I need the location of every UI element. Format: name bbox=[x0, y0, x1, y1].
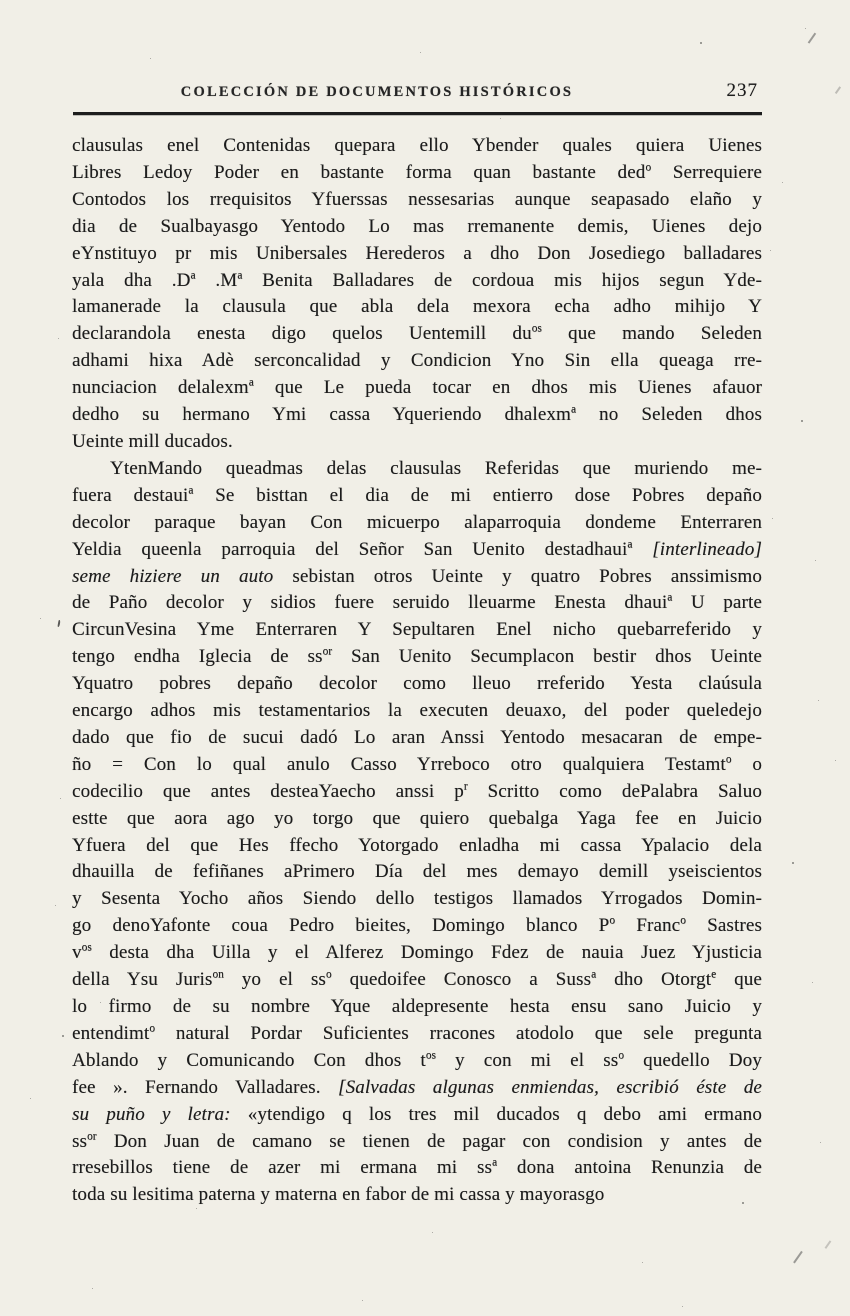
text-line: seme hiziere un auto sebistan otros Ueinte y quatro Pobres anssimismo bbox=[72, 565, 762, 587]
header-rule-divider bbox=[73, 112, 762, 115]
scan-speck bbox=[818, 700, 819, 701]
text-line: Yfuera del que Hes ffecho Yotorgado enladha mi cassa Ypalacio dela bbox=[72, 834, 762, 856]
scan-speck bbox=[700, 42, 702, 44]
text-line: YtenMando queadmas delas clausulas Referidas que muriendo me- bbox=[110, 457, 762, 479]
scan-speck bbox=[772, 518, 773, 519]
body-text bbox=[72, 133, 762, 1209]
text-line: nunciacion delalexm$^a$ que Le pueda tocar en dhos mis Uienes afauor bbox=[72, 376, 763, 399]
scan-speck bbox=[92, 1288, 93, 1289]
text-line: entendimt$^o$ natural Pordar Suficientes rracones atodolo que sele pregunta bbox=[72, 1022, 762, 1044]
scan-speck bbox=[807, 33, 815, 44]
text-line: dhauilla de fefiñanes aPrimero Día del mes demayo demill yseiscientos bbox=[72, 861, 762, 883]
text-line: y Sesenta Yocho años Siendo dello testigos llamados Yrrogados Domin- bbox=[72, 888, 762, 910]
text-line: CircunVesina Yme Enterraren Y Sepultaren Enel nicho quebarreferido y bbox=[72, 619, 762, 641]
text-line: codecilio que antes desteaYaecho anssi $p^r$ Scritto como dePalabra Saluo bbox=[72, 780, 762, 802]
scan-speck bbox=[782, 182, 783, 183]
text-line: dedho su hermano Ymi cassa Yqueriendo dhalexm$^a$ no Seleden dhos bbox=[72, 403, 762, 426]
text-line: toda su lesitima paterna y materna en fabor de mi cassa y mayorasgo bbox=[72, 1184, 605, 1206]
text-line: tengo endha Iglecia de $ss^{or}$ San Uenito Secumplacon bestir dhos Ueinte bbox=[72, 645, 762, 668]
text-line: ño = Con lo qual anulo Casso Yrreboco otro qualquiera Testamt$^o$ o bbox=[72, 753, 762, 775]
scan-speck bbox=[432, 1232, 433, 1233]
text-line: della Ysu Juris$^{on}$ yo el $ss^o$ quedoifee Conosco a Suss$^a$ dho Otorgt$^e$ que bbox=[72, 968, 762, 991]
scan-speck bbox=[835, 760, 836, 761]
text-line: dia de Sualbayasgo Yentodo Lo mas rremanente demis, Uienes dejo bbox=[72, 215, 762, 237]
text-line: Yeldia queenla parroquia del Señor San Uenito destadhaui$^a$ [interlineado] bbox=[72, 538, 762, 560]
scan-speck bbox=[812, 982, 813, 983]
text-line: go denoYafonte coua Pedro bieites, Domingo blanco $P^o$ Franc$^o$ Sastres bbox=[72, 914, 763, 937]
scan-speck bbox=[801, 420, 803, 422]
text-line: Contodos los rrequisitos Yfuerssas nessesarias aunque seapasado elaño y bbox=[72, 188, 762, 210]
text-line: estte que aora ago yo torgo que quiero quebalga Yaga fee en Juicio bbox=[72, 807, 762, 829]
text-line: $v^{os}$ desta dha Uilla y el Alferez Domingo Fdez de nauia Juez Yjusticia bbox=[72, 941, 762, 964]
page-title: COLECCIÓN DE DOCUMENTOS HISTÓRICOS bbox=[180, 84, 574, 100]
text-line: Yquatro pobres depaño decolor como lleuo rreferido Yesta claúsula bbox=[72, 673, 762, 695]
text-line: rresebillos tiene de azer mi ermana mi $ss^a$ dona antoina Renunzia de bbox=[72, 1157, 762, 1179]
text-line: fuera destaui$^a$ Se bisttan el dia de mi entierro dose Pobres depaño bbox=[72, 484, 762, 506]
text-line: fee ». Fernando Valladares. [Salvadas algunas enmiendas, escribió éste de bbox=[72, 1076, 763, 1098]
text-line: adhami hixa Adè serconcalidad y Condicion Yno Sin ella queaga rre- bbox=[72, 350, 762, 372]
scan-speck bbox=[30, 1098, 31, 1099]
text-line: encargo adhos mis testamentarios la executen deuaxo, del poder queledejo bbox=[72, 700, 762, 722]
scan-speck bbox=[150, 58, 151, 59]
text-line: lo firmo de su nombre Yque aldepresente hesta ensu sano Juicio y bbox=[72, 996, 762, 1017]
scan-speck bbox=[815, 560, 816, 561]
scan-speck bbox=[834, 86, 840, 93]
scan-speck bbox=[60, 798, 61, 799]
text-line: eYnstituyo pr mis Unibersales Herederos a dho Don Josediego balladares bbox=[72, 242, 762, 264]
text-line: Ablando y Comunicando Con dhos $t^{os}$ y con mi el $ss^o$ quedello Doy bbox=[72, 1049, 762, 1071]
text-line: $ss^{or}$ Don Juan de camano se tienen de pagar con condision y antes de bbox=[72, 1130, 762, 1152]
text-line: decolor paraque bayan Con micuerpo alaparroquia dondeme Enterraren bbox=[72, 511, 762, 533]
scan-speck bbox=[40, 618, 41, 619]
scan-speck bbox=[62, 1035, 64, 1037]
text-line: dado que fio de sucui dadó Lo aran Anssi Yentodo mesacaran de empe- bbox=[72, 726, 762, 748]
text-line: Libres Ledoy Poder en bastante forma quan bastante ded$^o$ Serrequiere bbox=[72, 161, 762, 183]
scan-speck bbox=[792, 862, 794, 864]
text-line: declarandola enesta digo quelos Uentemill $du^{os}$ que mando Seleden bbox=[72, 323, 762, 345]
text-line: Ueinte mill ducados. bbox=[72, 430, 233, 452]
scan-speck bbox=[57, 620, 60, 627]
scan-speck bbox=[500, 118, 501, 119]
scan-speck bbox=[420, 52, 421, 53]
page-number: 237 bbox=[726, 80, 758, 101]
scan-speck bbox=[58, 338, 59, 339]
scan-speck bbox=[362, 1300, 363, 1301]
scan-speck bbox=[770, 250, 771, 251]
text-line: de Paño decolor y sidios fuere seruido lleuarme Enesta dhaui$^a$ U parte bbox=[72, 592, 762, 614]
scan-speck bbox=[682, 1306, 683, 1307]
scan-speck bbox=[824, 1240, 830, 1248]
text-line: yala dha $.D^a$ $.M^a$ Benita Balladares de cordoua mis hijos segun Yde- bbox=[72, 269, 762, 291]
scan-speck bbox=[820, 1142, 821, 1143]
text-line: su puño y letra: «ytendigo q los tres mil ducados q debo ami ermano bbox=[72, 1103, 762, 1125]
text-line: clausulas enel Contenidas quepara ello Ybender quales quiera Uienes bbox=[72, 135, 762, 156]
scan-speck bbox=[55, 905, 56, 906]
text-line: lamanerade la clausula que abla dela mexora echa adho mihijo Y bbox=[72, 296, 762, 318]
scan-speck bbox=[805, 28, 806, 29]
running-header bbox=[72, 82, 762, 106]
scan-speck bbox=[793, 1251, 802, 1263]
scan-speck bbox=[642, 1262, 643, 1263]
